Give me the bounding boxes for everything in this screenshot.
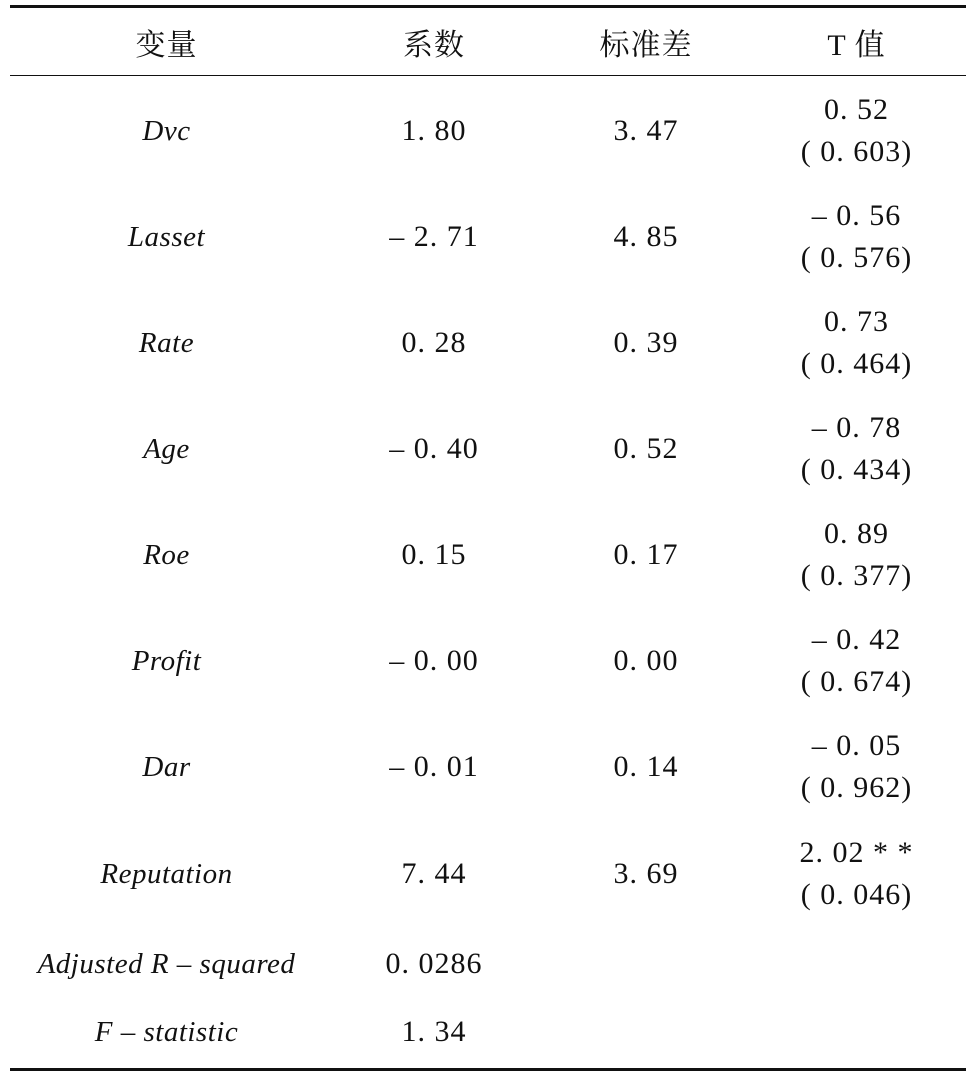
std-error-value: 3. 47 [613, 114, 679, 147]
t-statistic: – 0. 42 [811, 623, 902, 656]
variable-name: Profit [131, 644, 202, 677]
stat-label: F – statistic [94, 1015, 239, 1048]
t-statistic: 0. 73 [823, 305, 889, 338]
variable-name: Reputation [100, 857, 233, 890]
std-error-value: 0. 00 [613, 644, 679, 677]
t-statistic: – 0. 78 [811, 411, 902, 444]
table-row [10, 290, 966, 396]
t-value-cell [747, 78, 966, 184]
header-std-error: 标准差 [599, 27, 693, 63]
coefficient-value: – 0. 01 [389, 750, 479, 783]
stats-row-adjusted-r-squared [10, 930, 966, 998]
header-row [10, 8, 966, 75]
t-value-cell [747, 290, 966, 396]
bottom-rule [10, 1068, 966, 1071]
p-value: ( 0. 674) [800, 665, 913, 698]
std-error-value: 0. 14 [613, 750, 679, 783]
t-statistic: 2. 02 * * [799, 836, 914, 869]
t-value-cell [747, 820, 966, 928]
variable-name: Roe [143, 538, 190, 571]
variable-name: Dvc [142, 114, 191, 147]
regression-table [10, 0, 966, 1080]
coefficient-value: – 2. 71 [389, 220, 479, 253]
table-row [10, 820, 966, 928]
variable-name: Lasset [127, 220, 206, 253]
coefficient-value: 7. 44 [401, 857, 467, 890]
std-error-value: 4. 85 [613, 220, 679, 253]
std-error-value: 0. 52 [613, 432, 679, 465]
coefficient-value: – 0. 00 [389, 644, 479, 677]
p-value: ( 0. 603) [800, 135, 913, 168]
header-rule [10, 75, 966, 76]
t-statistic: 0. 89 [823, 517, 889, 550]
variable-name: Dar [142, 750, 191, 783]
p-value: ( 0. 434) [800, 453, 913, 486]
stat-label: Adjusted R – squared [37, 947, 296, 980]
p-value: ( 0. 962) [800, 771, 913, 804]
std-error-value: 3. 69 [613, 857, 679, 890]
stat-value: 1. 34 [401, 1015, 467, 1048]
t-statistic: – 0. 05 [811, 729, 902, 762]
t-value-cell [747, 396, 966, 502]
table-row [10, 608, 966, 714]
table-row [10, 78, 966, 184]
p-value: ( 0. 464) [800, 347, 913, 380]
coefficient-value: – 0. 40 [389, 432, 479, 465]
std-error-value: 0. 39 [613, 326, 679, 359]
p-value: ( 0. 576) [800, 241, 913, 274]
t-statistic: – 0. 56 [811, 199, 902, 232]
p-value: ( 0. 377) [800, 559, 913, 592]
table-row [10, 714, 966, 820]
coefficient-value: 0. 15 [401, 538, 467, 571]
t-value-cell [747, 608, 966, 714]
p-value: ( 0. 046) [800, 878, 913, 911]
table-row [10, 184, 966, 290]
header-coefficient: 系数 [403, 27, 465, 63]
table-row [10, 502, 966, 608]
t-statistic: 0. 52 [823, 93, 889, 126]
t-value-cell [747, 184, 966, 290]
table-row [10, 396, 966, 502]
stat-value: 0. 0286 [385, 947, 483, 980]
variable-name: Age [143, 432, 190, 465]
t-value-cell [747, 502, 966, 608]
header-variable: 变量 [135, 27, 198, 63]
coefficient-value: 1. 80 [401, 114, 467, 147]
stats-row-f-statistic [10, 998, 966, 1066]
variable-name: Rate [138, 326, 195, 359]
std-error-value: 0. 17 [613, 538, 679, 571]
header-t-value: T 值 [827, 28, 886, 62]
coefficient-value: 0. 28 [401, 326, 467, 359]
t-value-cell [747, 714, 966, 820]
